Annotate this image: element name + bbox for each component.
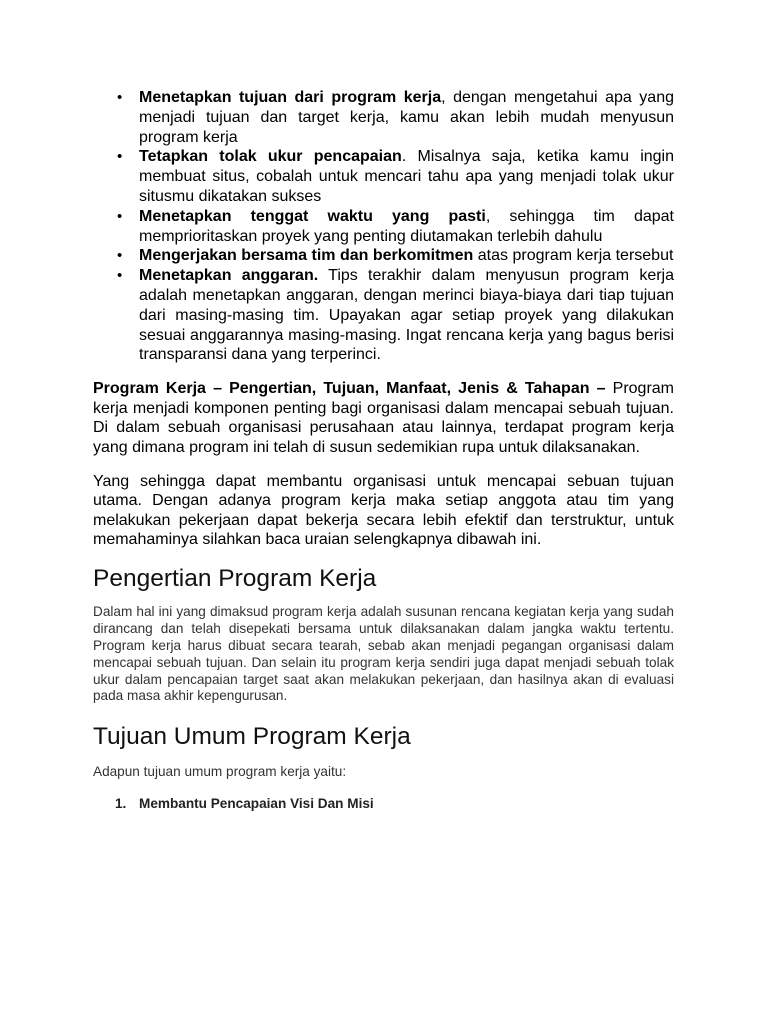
bullet-bold: Menetapkan tujuan dari program kerja — [139, 89, 442, 106]
goal-label: Membantu Pencapaian Visi Dan Misi — [139, 796, 374, 812]
bullet-text: . Misalnya saja, ketika kamu ingin membuat situs, cobalah untuk mencari tahu apa yang menjadi tolak ukur situsmu dikatakan sukses — [139, 148, 675, 205]
intro-paragraph — [93, 379, 674, 457]
goals-numbered-list — [93, 795, 674, 813]
bullet-bold: Mengerjakan bersama tim dan berkomitmen — [139, 247, 474, 265]
bullet-item — [139, 88, 674, 147]
intro-bold-title: Program Kerja – Pengertian, Tujuan, Manfaat, Jenis & Tahapan – — [93, 380, 606, 398]
second-paragraph: Yang sehingga dapat membantu organisasi untuk mencapai sebuan tujuan utama. Dengan adanya program kerja maka setiap anggota atau tim yang melakukan pekerjaan dapat bekerja secara lebih efektif dan terstruktur, untuk memahaminya silahkan baca uraian selengkapnya dibawah ini. — [93, 472, 674, 549]
intro-text: Program kerja menjadi komponen penting bagi organisasi dalam mencapai sebuah tujuan. Di dalam sebuah organisasi perusahaan atau lainnya, terdapat program kerja yang dimana program ini telah di susun sedemikian rupa untuk dilaksanakan. — [93, 380, 675, 456]
bullet-bold: Tetapkan tolak ukur pencapaian — [139, 148, 402, 166]
pengertian-paragraph: Dalam hal ini yang dimaksud program kerja adalah susunan rencana kegiatan kerja yang sudah dirancang dan telah disepekati bersama untuk dilaksanakan dalam jangka waktu tertentu. Program kerja harus dibuat secara tearah, sebab akan menjadi pegangan organisasi dalam mencapai sebuah tujuan. Dan selain itu program kerja sendiri juga dapat menjadi sebuah tolak ukur dalam pencapaian target saat akan melakukan pekerjaan, dan hasilnya akan di evaluasi pada masa akhir kepengurusan. — [93, 603, 674, 704]
section-heading-tujuan: Tujuan Umum Program Kerja — [93, 723, 411, 751]
document-content — [93, 88, 674, 813]
section-heading-pengertian: Pengertian Program Kerja — [93, 564, 377, 592]
bullet-item — [139, 147, 674, 206]
bullet-text: , dengan mengetahui apa yang menjadi tujuan dan target kerja, kamu akan lebih mudah menyusun program kerja — [139, 89, 674, 146]
goal-item — [115, 795, 674, 813]
bullet-text: , sehingga tim dapat memprioritaskan proyek yang penting diutamakan terlebih dahulu — [139, 207, 674, 245]
bullet-text: atas program kerja tersebut — [473, 247, 674, 265]
bullet-text: Tips terakhir dalam menyusun program kerja adalah menetapkan anggaran, dengan merinci biaya-biaya dari tiap tujuan dari masing-masing tim. Upayakan agar setiap proyek yang dilakukan sesuai anggarannya masing-masing. Ingat rencana kerja yang bagus berisi transparansi dana yang terperinci. — [139, 267, 675, 364]
tips-bullet-list — [93, 88, 674, 365]
bullet-item — [139, 207, 674, 247]
bullet-bold: Menetapkan anggaran. — [139, 267, 319, 285]
bullet-item — [139, 266, 674, 365]
bullet-bold: Menetapkan tenggat waktu yang pasti — [139, 207, 486, 225]
bullet-item — [139, 246, 674, 266]
tujuan-intro-paragraph: Adapun tujuan umum program kerja yaitu: — [93, 764, 347, 780]
goal-number: 1. — [115, 796, 127, 812]
